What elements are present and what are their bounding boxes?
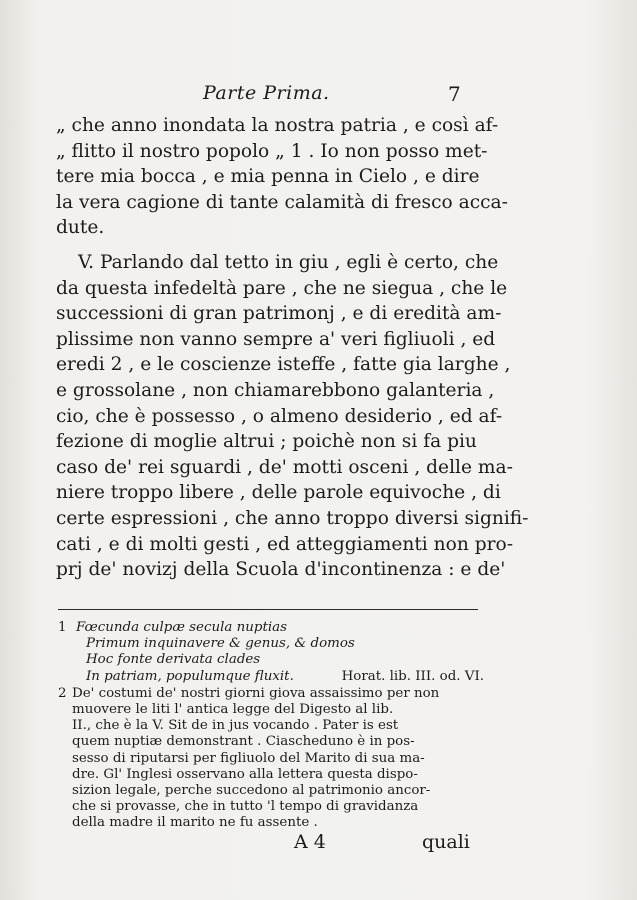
text-line: e grossolane , non chiamarebbono galanteria , <box>56 379 495 401</box>
note-line: dre. Gl' Inglesi osservano alla lettera questa dispo- <box>72 766 418 782</box>
text-line: dute. <box>56 217 105 239</box>
text-line: „ che anno inondata la nostra patria , e così af- <box>56 115 499 136</box>
page-number: 7 <box>448 82 461 106</box>
text-line: da questa infedeltà pare , che ne siegua , che le <box>56 277 508 299</box>
text-line: tere mia bocca , e mia penna in Cielo , e dire <box>56 166 480 188</box>
note-line: sizion legale, perche succedono al patrimonio ancor- <box>72 783 431 799</box>
main-text <box>56 113 529 583</box>
text-line: fezione di moglie altrui ; poichè non si fa piu <box>56 431 477 453</box>
note-line: della madre il marito ne fu assente . <box>72 815 318 831</box>
text-line: certe espressioni , che anno troppo diversi signifi- <box>56 507 529 529</box>
text-line: caso de' rei sguardi , de' motti osceni , delle ma- <box>56 456 513 478</box>
catchword: quali <box>422 831 470 853</box>
verse-line-last <box>72 669 484 685</box>
running-title: Parte Prima. <box>203 82 330 104</box>
note-line: De' costumi de' nostri giorni giova assaissimo per non <box>72 685 440 701</box>
verse-text: In patriam, populumque fluxit. <box>86 668 294 684</box>
text-line: la vera cagione di tante calamità di fresco acca- <box>56 191 508 213</box>
citation: Horat. lib. III. od. VI. <box>341 668 484 684</box>
footnote-number: 2 <box>58 685 67 701</box>
text-line: prj de' novizj della Scuola d'incontinenza : e de' <box>56 559 506 581</box>
footnote-number: 1 <box>58 620 67 635</box>
verse-line: Fœcunda culpæ secula nuptias <box>76 620 287 635</box>
text-line: V. Parlando dal tetto in giu , egli è certo, che <box>78 251 499 273</box>
text-line: niere troppo libere , delle parole equivoche , di <box>56 482 501 504</box>
footnote-1 <box>58 620 484 685</box>
text-line: eredi 2 , e le coscienze isteffe , fatte gia larghe , <box>56 354 511 376</box>
page-header <box>0 82 637 108</box>
footnotes <box>58 620 484 833</box>
footnote-2 <box>58 685 484 832</box>
verse-line: Hoc fonte derivata clades <box>86 652 261 668</box>
note-line: sesso di riputarsi per figliuolo del Marito di sua ma- <box>72 750 425 766</box>
signature-mark: A 4 <box>294 831 326 853</box>
note-line: quem nuptiæ demonstrant . Ciascheduno è in pos- <box>72 734 415 750</box>
note-line: che si provasse, che in tutto 'l tempo di gravidanza <box>72 799 419 815</box>
footnote-rule <box>58 609 478 610</box>
text-line: cati , e di molti gesti , ed atteggiamenti non pro- <box>56 533 513 555</box>
note-line: muovere le liti l' antica legge del Digesto al lib. <box>72 702 394 718</box>
text-line: successioni di gran patrimonj , e di eredità am- <box>56 303 502 325</box>
text-line: plissime non vanno sempre a' veri figliuoli , ed <box>56 328 496 350</box>
verse-line: Primum inquinavere & genus, & domos <box>86 636 355 652</box>
text-line: „ flitto il nostro popolo „ 1 . Io non posso met- <box>56 140 488 162</box>
text-line: cio, che è possesso , o almeno desiderio , ed af- <box>56 405 503 427</box>
note-line: II., che è la V. Sit de in jus vocando . Pater is est <box>72 718 399 734</box>
